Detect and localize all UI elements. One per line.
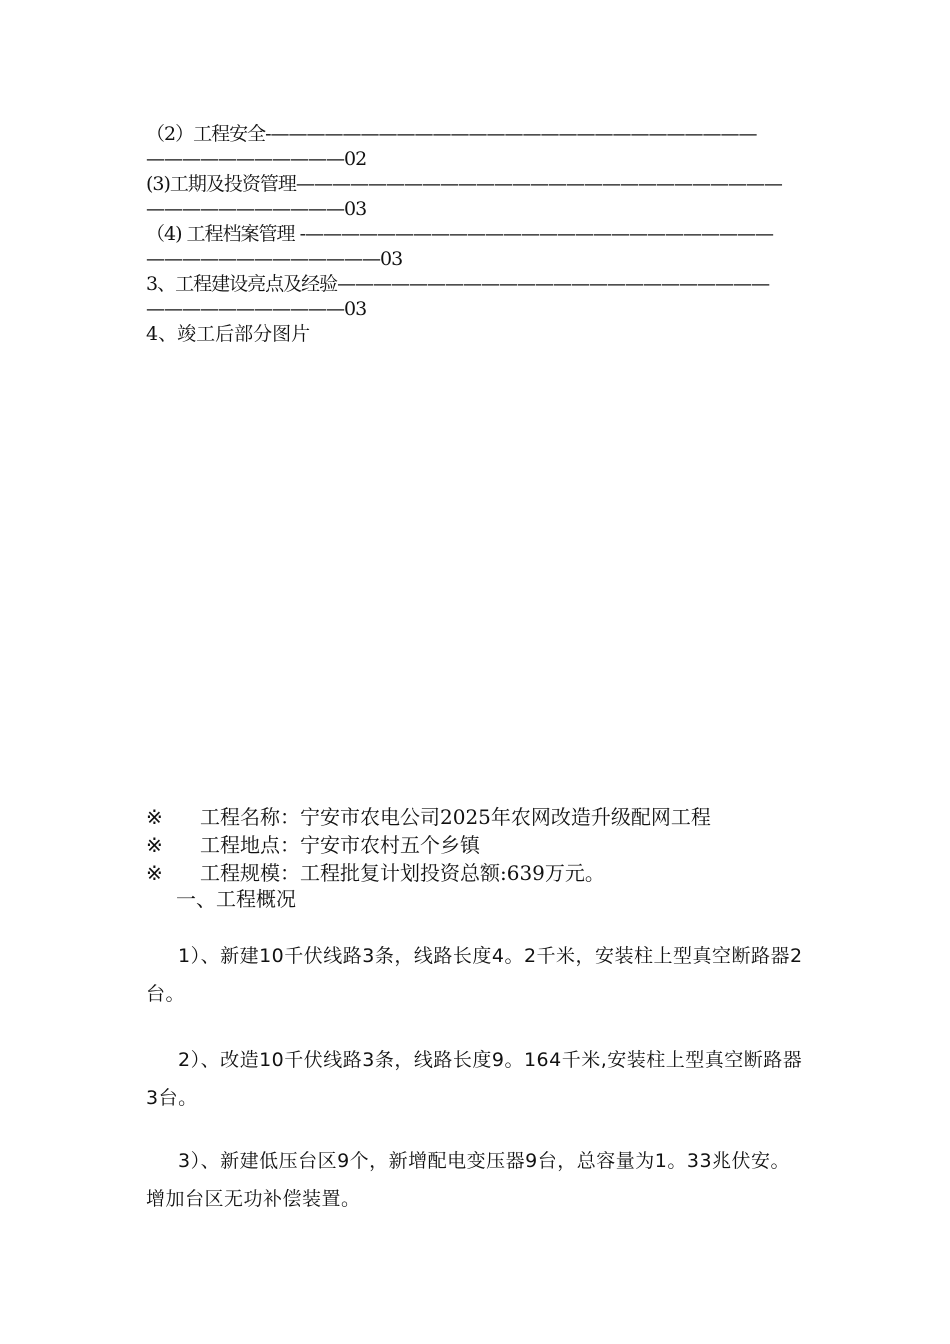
toc-entry-archive-page: —————————————03 [146, 248, 403, 270]
toc-entry-schedule: (3)工期及投资管理——————————————————————————— [146, 173, 782, 195]
project-location: 工程地点：宁安市农村五个乡镇 [200, 833, 480, 857]
project-scale-row [146, 859, 826, 887]
overview-item: 2）、改造10千伏线路3条，线路长度9。164千米,安装柱上型真空断路器3台。 [146, 1049, 803, 1109]
section-heading: 一、工程概况 [176, 887, 296, 911]
toc-entry-photos: 4、竣工后部分图片 [146, 323, 311, 345]
toc-entry-highlights-page: ———————————03 [146, 298, 367, 320]
table-of-contents [146, 122, 806, 347]
project-scale: 工程规模：工程批复计划投资总额:639万元。 [200, 861, 605, 885]
project-name: 工程名称：宁安市农电公司2025年农网改造升级配网工程 [200, 805, 711, 829]
project-name-row [146, 803, 826, 831]
toc-entry-archive: （4) 工程档案管理 -—————————————————————————— [146, 223, 774, 245]
reference-mark: ※ [146, 861, 163, 885]
toc-entry-highlights: 3、工程建设亮点及经验———————————————————————— [146, 273, 770, 295]
overview-item: 3）、新建低压台区9个，新增配电变压器9台，总容量为1。33兆伏安。增加台区无功补偿装置。 [146, 1150, 791, 1210]
project-info [146, 803, 826, 887]
overview-item: 1）、新建10千伏线路3条，线路长度4。2千米，安装柱上型真空断路器2台。 [146, 945, 803, 1005]
toc-entry-safety-page: ———————————02 [146, 148, 367, 170]
project-location-row [146, 831, 826, 859]
reference-mark: ※ [146, 833, 163, 857]
toc-entry-safety: （2）工程安全-——————————————————————————— [146, 123, 757, 145]
toc-entry-schedule-page: ———————————03 [146, 198, 367, 220]
reference-mark: ※ [146, 805, 163, 829]
